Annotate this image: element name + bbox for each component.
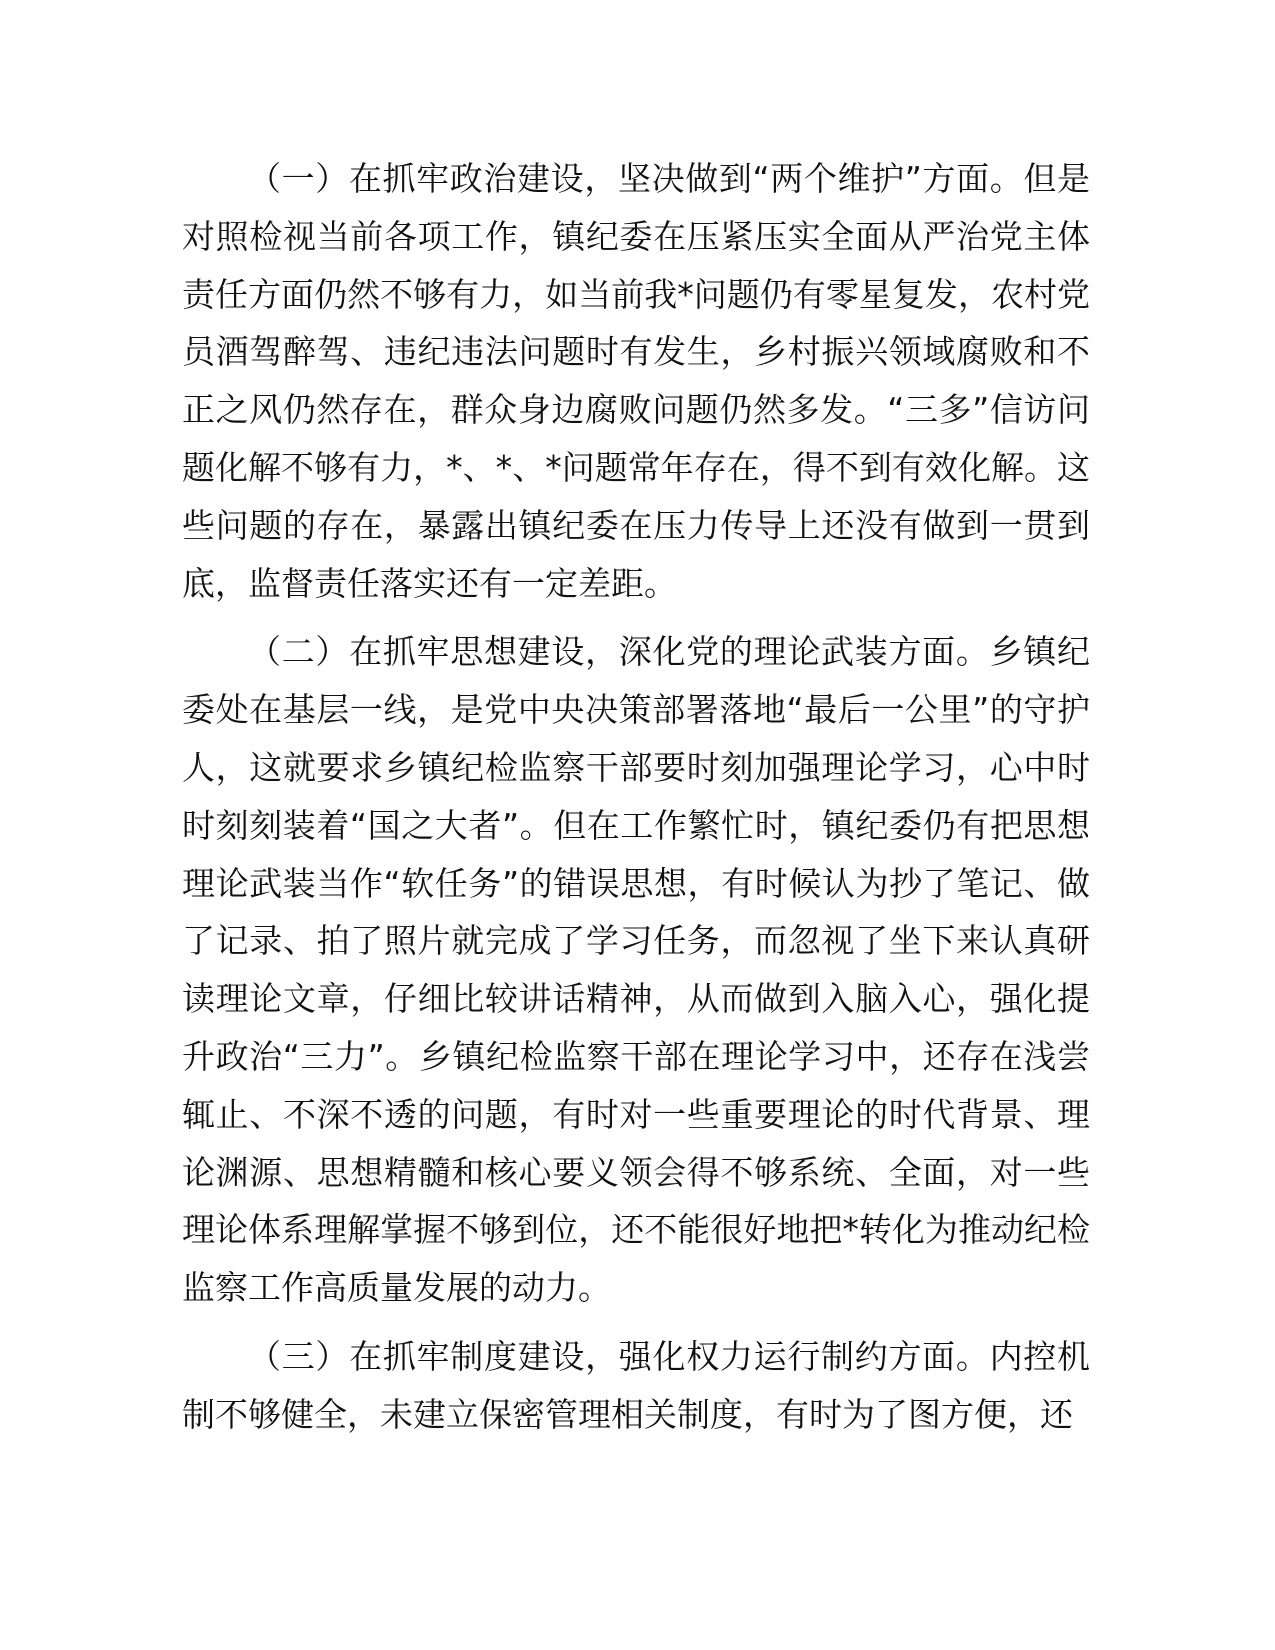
paragraph-ideological-building: （二）在抓牢思想建设，深化党的理论武装方面。乡镇纪委处在基层一线，是党中央决策部署落地“最后一公里”的守护人，这就要求乡镇纪检监察干部要时刻加强理论学习，心中时时刻刻装着“国之大者”。但在工作繁忙时，镇纪委仍有把思想理论武装当作“软任务”的错误思想，有时候认为抄了笔记、做了记录、拍了照片就完成了学习任务，而忽视了坐下来认真研读理论文章，仔细比较讲话精神，从而做到入脑入心，强化提升政治“三力”。乡镇纪检监察干部在理论学习中，还存在浅尝辄止、不深不透的问题，有时对一些重要理论的时代背景、理论渊源、思想精髓和核心要义领会得不够系统、全面，对一些理论体系理解掌握不够到位，还不能很好地把*转化为推动纪检监察工作高质量发展的动力。 — [182, 632, 1090, 1308]
document-body — [182, 150, 1090, 1455]
paragraph-political-building: （一）在抓牢政治建设，坚决做到“两个维护”方面。但是对照检视当前各项工作，镇纪委在压紧压实全面从严治党主体责任方面仍然不够有力，如当前我*问题仍有零星复发，农村党员酒驾醉驾、违纪违法问题时有发生，乡村振兴领域腐败和不正之风仍然存在，群众身边腐败问题仍然多发。“三多”信访问题化解不够有力，*、*、*问题常年存在，得不到有效化解。这些问题的存在，暴露出镇纪委在压力传导上还没有做到一贯到底，监督责任落实还有一定差距。 — [182, 159, 1090, 603]
paragraph-institutional-building: （三）在抓牢制度建设，强化权力运行制约方面。内控机制不够健全，未建立保密管理相关制度，有时为了图方便，还 — [182, 1336, 1090, 1434]
